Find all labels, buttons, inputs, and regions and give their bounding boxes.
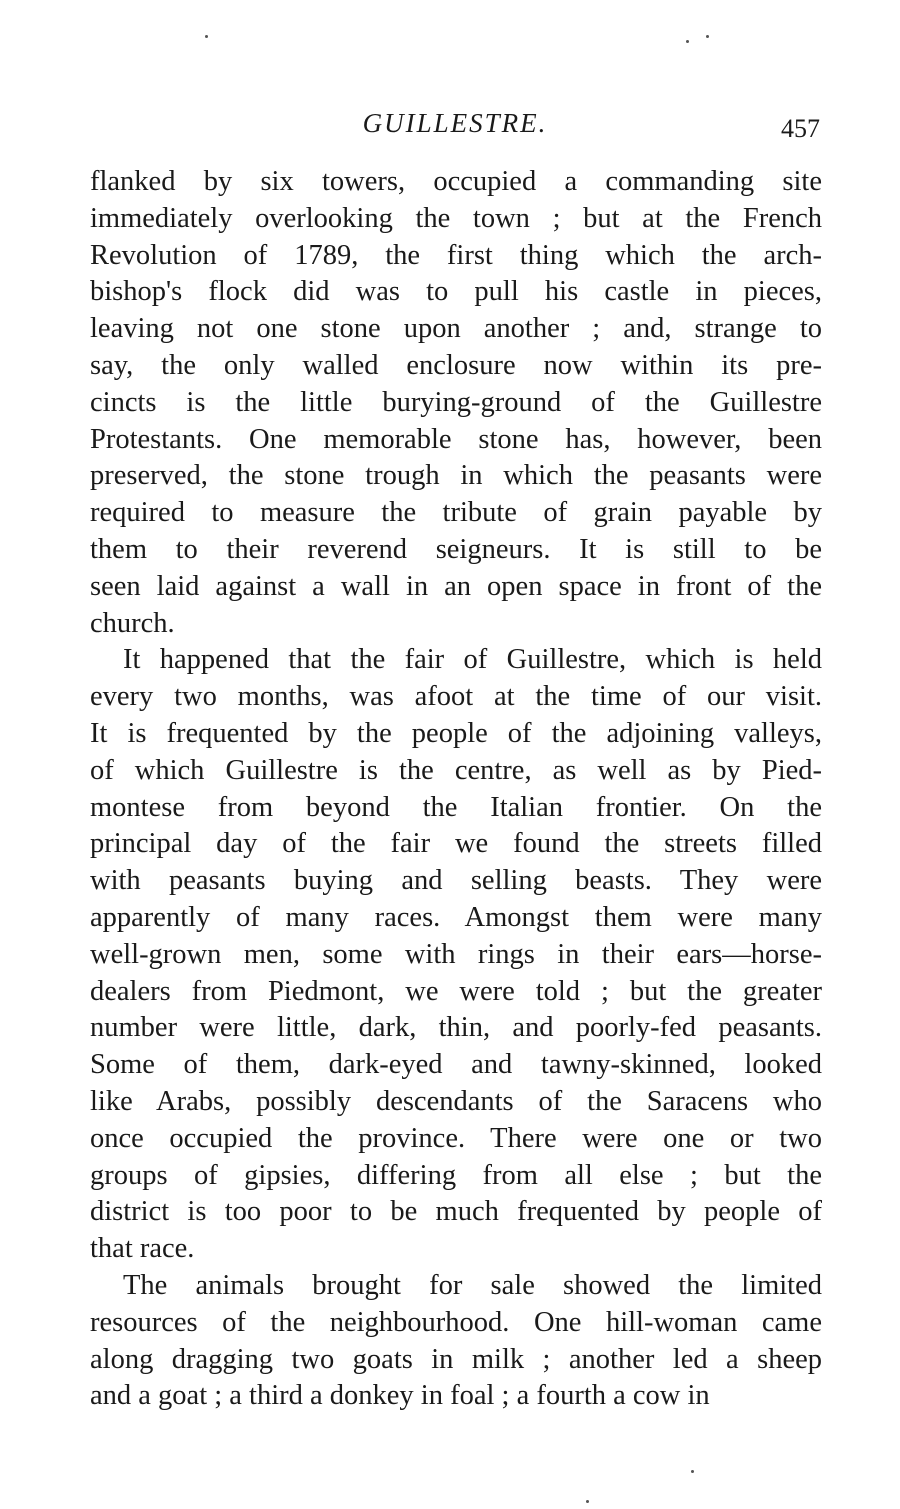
running-head: [90, 108, 820, 148]
text-line: of which Guillestre is the centre, as well as by Pied-: [90, 754, 822, 786]
text-line: church.: [90, 607, 175, 639]
text-line: cincts is the little burying-ground of the Guillestre: [90, 386, 822, 418]
text-line: seen laid against a wall in an open space in front of the: [90, 570, 822, 602]
text-line: Some of them, dark-eyed and tawny-skinned, looked: [90, 1049, 822, 1081]
text-line: that race.: [90, 1233, 195, 1265]
page-number: 457: [781, 114, 820, 143]
text-line: The animals brought for sale showed the limited: [123, 1269, 822, 1301]
text-line: apparently of many races. Amongst them were many: [90, 901, 822, 933]
print-speck: [691, 1470, 694, 1473]
text-line: once occupied the province. There were one or two: [90, 1122, 822, 1154]
print-speck: [586, 1500, 589, 1503]
paragraph: [90, 642, 822, 1268]
text-line: groups of gipsies, differing from all else ; but the: [90, 1159, 822, 1191]
text-line: district is too poor to be much frequented by people of: [90, 1196, 822, 1228]
text-line: leaving not one stone upon another ; and, strange to: [90, 313, 822, 345]
running-title: GUILLESTRE.: [362, 108, 548, 138]
text-line: preserved, the stone trough in which the peasants were: [90, 460, 822, 492]
text-line: number were little, dark, thin, and poorly-fed peasants.: [90, 1012, 822, 1044]
body-text: [90, 164, 822, 1415]
text-line: dealers from Piedmont, we were told ; but the greater: [90, 975, 822, 1007]
text-line: bishop's flock did was to pull his castle in pieces,: [90, 276, 822, 308]
text-line: montese from beyond the Italian frontier. On the: [90, 791, 822, 823]
text-line: principal day of the fair we found the streets filled: [90, 828, 822, 860]
text-line: along dragging two goats in milk ; another led a sheep: [90, 1343, 822, 1375]
text-line: with peasants buying and selling beasts. They were: [90, 865, 822, 897]
print-speck: [686, 40, 689, 43]
text-line: It is frequented by the people of the adjoining valleys,: [90, 717, 822, 749]
text-line: them to their reverend seigneurs. It is still to be: [90, 533, 822, 565]
text-line: like Arabs, possibly descendants of the Saracens who: [90, 1085, 822, 1117]
text-line: and a goat ; a third a donkey in foal ; a fourth a cow in: [90, 1380, 710, 1412]
paragraph: [90, 164, 822, 642]
text-line: resources of the neighbourhood. One hill-woman came: [90, 1306, 822, 1338]
print-speck: [205, 35, 208, 38]
print-speck: [706, 35, 709, 38]
text-line: immediately overlooking the town ; but at the French: [90, 202, 822, 234]
text-line: Revolution of 1789, the first thing which the arch-: [90, 239, 822, 271]
paragraph: [90, 1268, 822, 1415]
text-line: Protestants. One memorable stone has, however, been: [90, 423, 822, 455]
text-line: It happened that the fair of Guillestre, which is held: [123, 644, 822, 676]
text-line: required to measure the tribute of grain payable by: [90, 497, 822, 529]
text-line: flanked by six towers, occupied a commanding site: [90, 166, 822, 197]
text-line: well-grown men, some with rings in their ears—horse-: [90, 938, 822, 970]
text-line: every two months, was afoot at the time of our visit.: [90, 681, 822, 713]
text-line: say, the only walled enclosure now within its pre-: [90, 349, 822, 381]
